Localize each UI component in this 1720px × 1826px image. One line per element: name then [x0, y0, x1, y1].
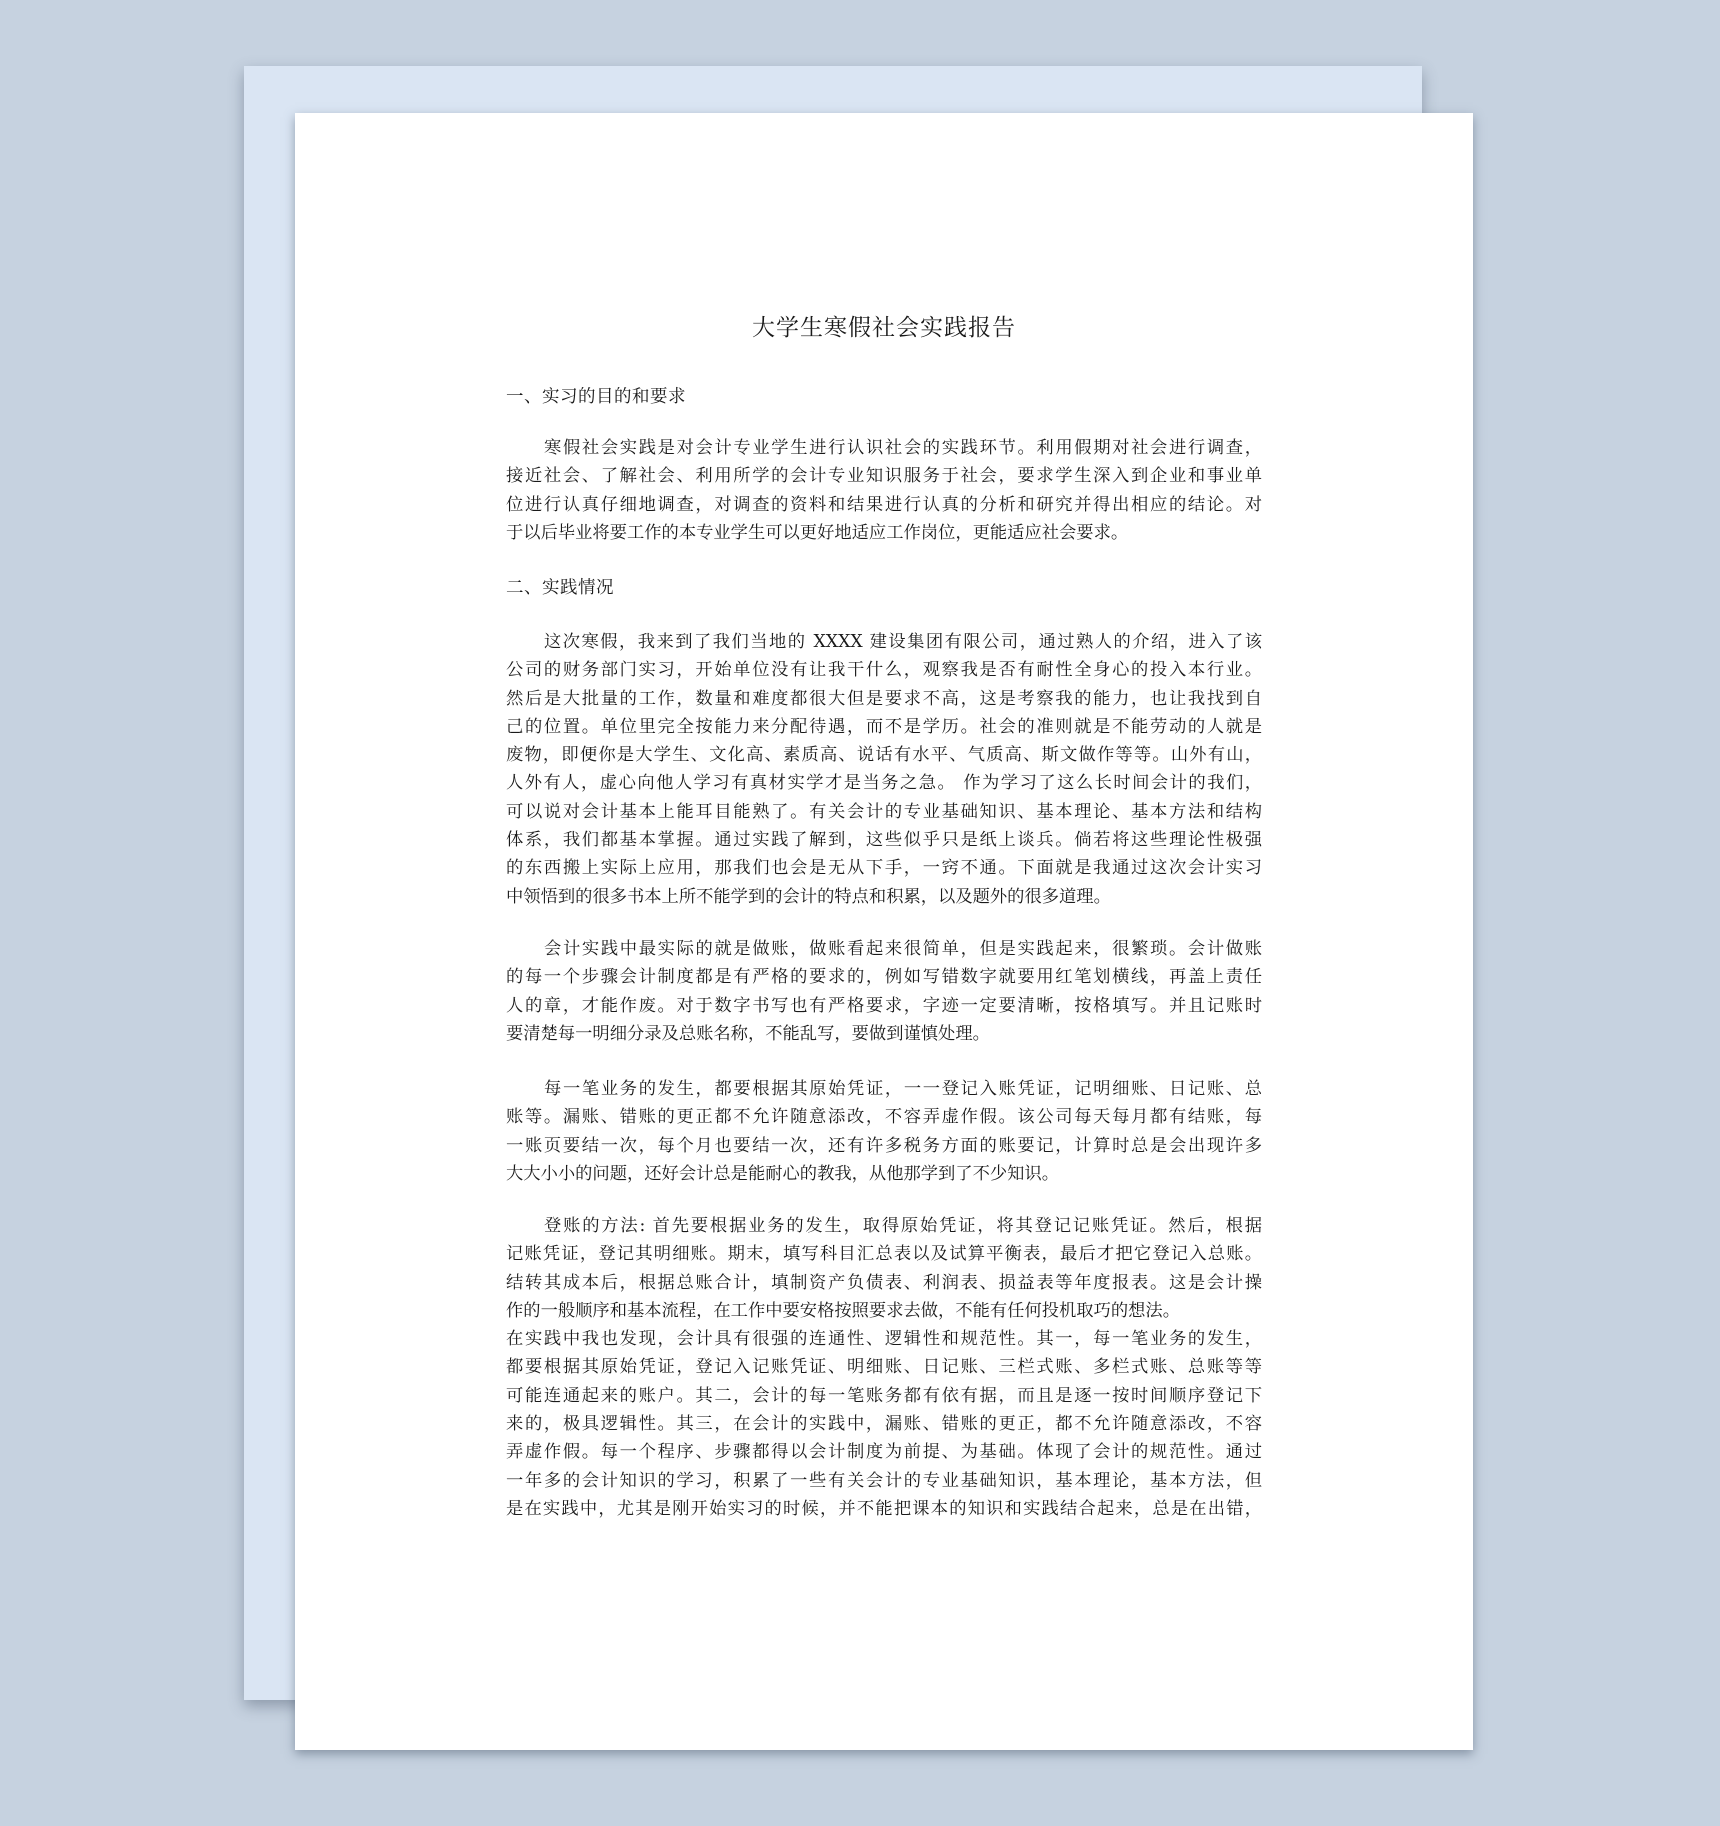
- text-line: 位进行认真仔细地调查，对调查的资料和结果进行认真的分析和研究并得出相应的结论。对: [506, 494, 1262, 515]
- text-line: 废物，即便你是大学生、文化高、素质高、说话有水平、气质高、斯文做作等等。山外有山，: [506, 745, 1262, 766]
- text-line: 每一笔业务的发生，都要根据其原始凭证，一一登记入账凭证，记明细账、日记账、总: [544, 1079, 1262, 1099]
- text-line: 中领悟到的很多书本上所不能学到的会计的特点和积累，以及题外的很多道理。: [506, 886, 1111, 907]
- text-line: 人的章，才能作废。对于数字书写也有严格要求，字迹一定要清晰，按格填写。并且记账时: [506, 995, 1262, 1016]
- text-line: 结转其成本后，根据总账合计，填制资产负债表、利润表、损益表等年度报表。这是会计操: [506, 1272, 1262, 1293]
- text-line: 大大小小的问题，还好会计总是能耐心的教我，从他那学到了不少知识。: [506, 1163, 1060, 1184]
- text-line: 账等。漏账、错账的更正都不允许随意添改，不容弄虚作假。该公司每天每月都有结账，每: [506, 1107, 1262, 1128]
- paragraph-practice-3: [506, 1075, 1262, 1188]
- text-line: 接近社会、了解社会、利用所学的会计专业知识服务于社会，要求学生深入到企业和事业单: [506, 466, 1262, 487]
- text-line: 公司的财务部门实习，开始单位没有让我干什么，观察我是否有耐性全身心的投入本行业。: [506, 660, 1262, 681]
- paragraph-practice-1: [506, 628, 1262, 911]
- text-line: 这次寒假，我来到了我们当地的 XXXX 建设集团有限公司，通过熟人的介绍，进入了该: [544, 632, 1262, 652]
- text-line: 体系，我们都基本掌握。通过实践了解到，这些似乎只是纸上谈兵。倘若将这些理论性极强: [506, 830, 1262, 851]
- text-line: 可以说对会计基本上能耳目能熟了。有关会计的专业基础知识、基本理论、基本方法和结构: [506, 801, 1262, 822]
- text-line: 登账的方法: 首先要根据业务的发生，取得原始凭证，将其登记记账凭证。然后，根据: [544, 1216, 1262, 1236]
- text-line: 可能连通起来的账户。其二，会计的每一笔账务都有依有据，而且是逐一按时间顺序登记下: [506, 1385, 1262, 1406]
- text-line: 作的一般顺序和基本流程，在工作中要安格按照要求去做，不能有任何投机取巧的想法。: [506, 1300, 1180, 1321]
- text-line: 的东西搬上实际上应用，那我们也会是无从下手，一窍不通。下面就是我通过这次会计实习: [506, 858, 1262, 879]
- text-line: 一年多的会计知识的学习，积累了一些有关会计的专业基础知识，基本理论，基本方法，但: [506, 1470, 1262, 1491]
- text-line: 己的位置。单位里完全按能力来分配待遇，而不是学历。社会的准则就是不能劳动的人就是: [506, 716, 1262, 737]
- text-line: 的每一个步骤会计制度都是有严格的要求的，例如写错数字就要用红笔划横线，再盖上责任: [506, 967, 1262, 988]
- text-line: 来的，极具逻辑性。其三，在会计的实践中，漏账、错账的更正，都不允许随意添改，不容: [506, 1414, 1262, 1435]
- text-line: 一账页要结一次，每个月也要结一次，还有许多税务方面的账要记，计算时总是会出现许多: [506, 1135, 1262, 1156]
- paragraph-practice-2: [506, 935, 1262, 1048]
- text-line: 会计实践中最实际的就是做账，做账看起来很简单，但是实践起来，很繁琐。会计做账: [544, 939, 1262, 959]
- text-line: 于以后毕业将要工作的本专业学生可以更好地适应工作岗位，更能适应社会要求。: [506, 522, 1129, 543]
- text-line: 在实践中我也发现，会计具有很强的连通性、逻辑性和规范性。其一，每一笔业务的发生，: [506, 1329, 1262, 1350]
- text-line: 人外有人，虚心向他人学习有真材实学才是当务之急。 作为学习了这么长时间会计的我们，: [506, 773, 1262, 794]
- text-line: 弄虚作假。每一个程序、步骤都得以会计制度为前提、为基础。体现了会计的规范性。通过: [506, 1442, 1262, 1463]
- text-line: 都要根据其原始凭证，登记入记账凭证、明细账、日记账、三栏式账、多栏式账、总账等等: [506, 1357, 1262, 1378]
- text-line: 然后是大批量的工作，数量和难度都很大但是要求不高，这是考察我的能力，也让我找到自: [506, 688, 1262, 709]
- document-title: 大学生寒假社会实践报告: [752, 315, 1016, 341]
- section-heading-purpose: 一、实习的目的和要求: [506, 387, 686, 407]
- document-page: [295, 113, 1473, 1750]
- text-line: 记账凭证，登记其明细账。期末，填写科目汇总表以及试算平衡表，最后才把它登记入总账。: [506, 1244, 1262, 1265]
- section-heading-practice: 二、实践情况: [506, 578, 614, 598]
- paragraph-practice-4: [506, 1212, 1262, 1523]
- text-line: 是在实践中，尤其是刚开始实习的时候，并不能把课本的知识和实践结合起来，总是在出错，: [506, 1498, 1262, 1519]
- text-line: 要清楚每一明细分录及总账名称，不能乱写，要做到谨慎处理。: [506, 1023, 990, 1044]
- text-line: 寒假社会实践是对会计专业学生进行认识社会的实践环节。利用假期对社会进行调查，: [544, 438, 1262, 458]
- paragraph-purpose: [506, 434, 1262, 547]
